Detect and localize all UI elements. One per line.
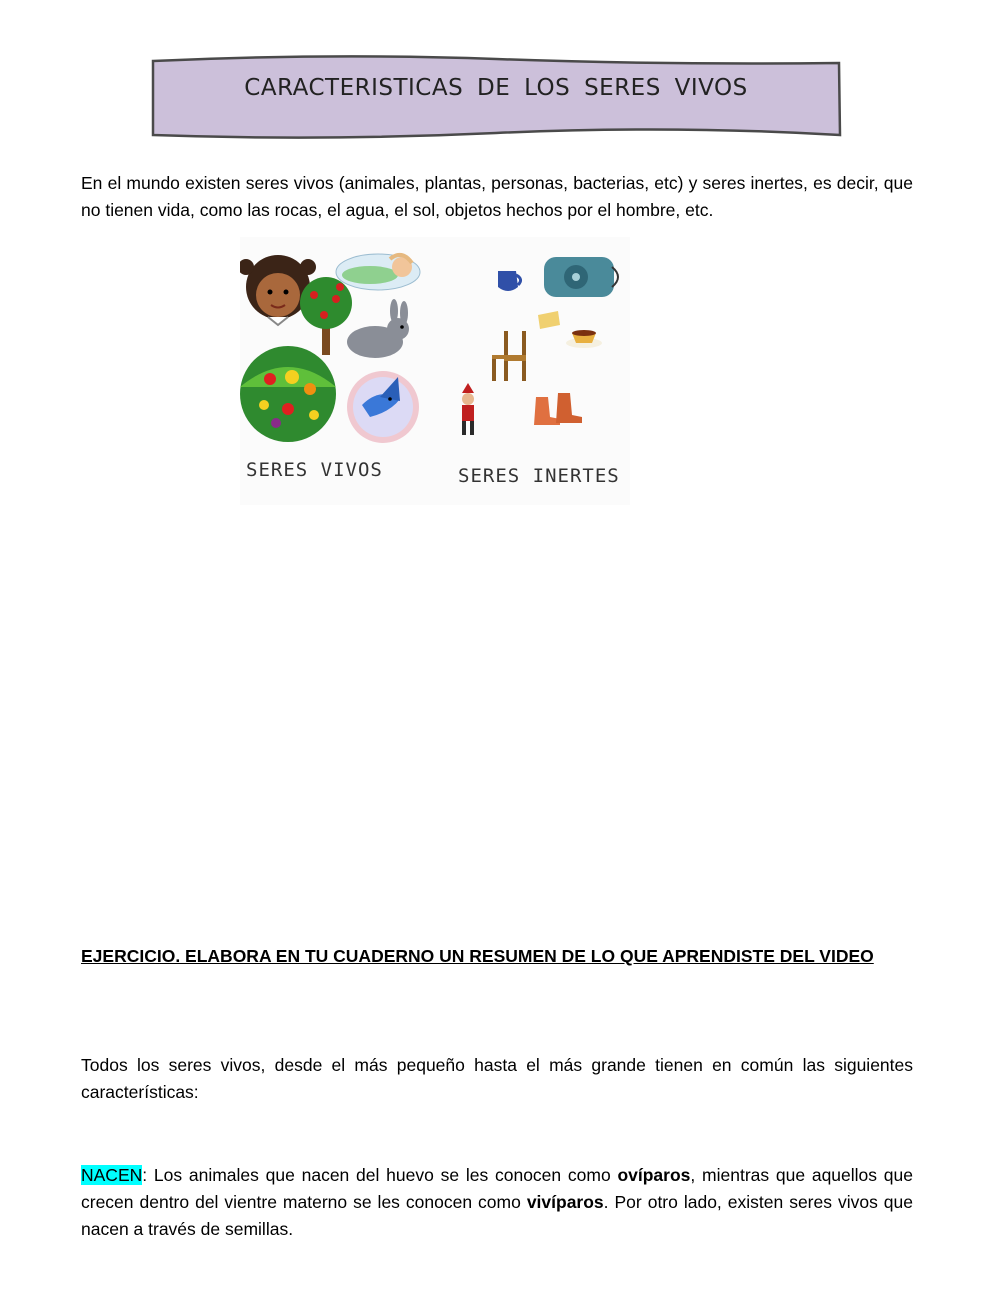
chair-icon [492, 331, 526, 381]
bird-icon [347, 371, 419, 443]
nacen-text-1: : Los animales que nacen del huevo se les conocen como [142, 1165, 618, 1185]
page-title: CARACTERISTICAS DE LOS SERES VIVOS [244, 75, 748, 101]
sleeping-baby-icon [336, 254, 420, 290]
illustration-living-vs-inert [240, 237, 630, 505]
rabbit-icon [347, 299, 409, 358]
puppet-icon [462, 383, 474, 435]
flan-icon [566, 330, 602, 348]
boots-icon [534, 393, 582, 425]
intro-paragraph: En el mundo existen seres vivos (animales, plantas, personas, bacterias, etc) y seres inertes, es decir, que no tienen vida, como las rocas, el agua, el sol, objetos hechos por el hombre, etc. [81, 173, 913, 220]
exercise-heading: EJERCICIO. ELABORA EN TU CUADERNO UN RESUMEN DE LO QUE APRENDISTE DEL VIDEO [81, 946, 874, 966]
pitcher-icon [498, 271, 521, 291]
common-characteristics-paragraph: Todos los seres vivos, desde el más pequeño hasta el más grande tienen en común las siguientes características: [81, 1055, 913, 1102]
apple-tree-icon [300, 277, 352, 355]
nacen-term: NACEN [81, 1165, 143, 1185]
telephone-icon [544, 257, 618, 297]
title-banner [150, 55, 842, 140]
nacen-text-3: . Por otro lado, existen seres vivos que nacen a través de semillas. [81, 1192, 913, 1239]
oviparos-term: ovíparos [617, 1165, 691, 1185]
label-seres-vivos: SERES VIVOS [246, 459, 383, 481]
nacen-text-2: , mientras que aquellos que crecen dentro del vientre materno se les conocen como [81, 1165, 913, 1212]
label-seres-inertes: SERES INERTES [458, 465, 620, 487]
viviparos-term: vivíparos [526, 1192, 604, 1212]
nacen-paragraph [81, 1162, 913, 1243]
cheese-icon [538, 311, 560, 329]
flower-meadow-icon [240, 346, 336, 442]
